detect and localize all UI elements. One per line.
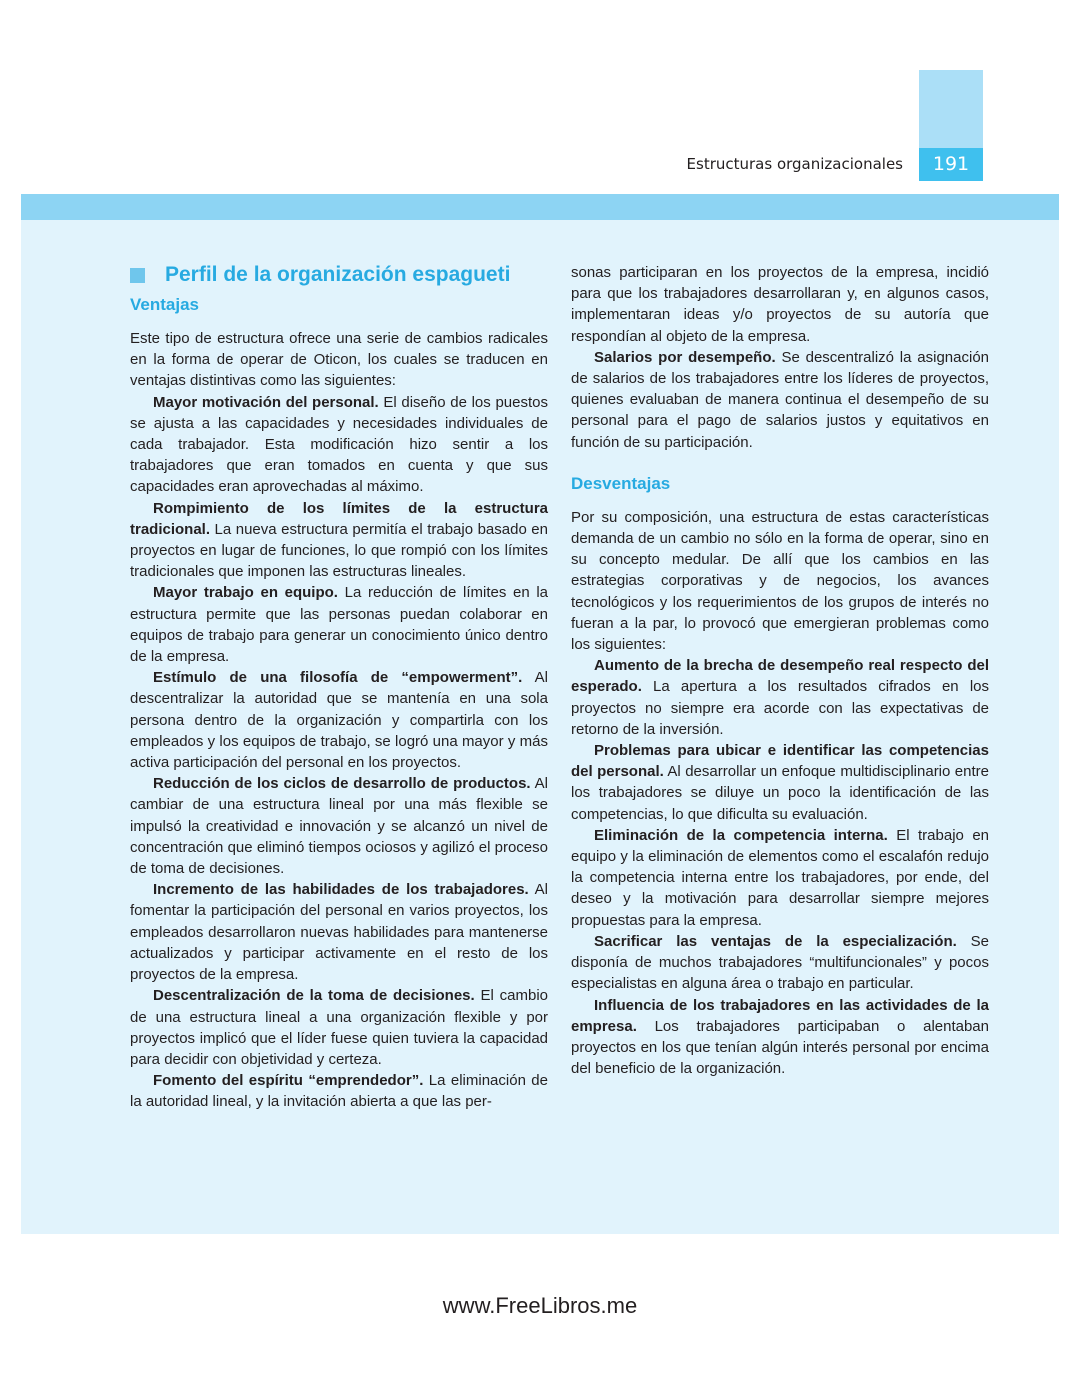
paragraph-lead: Reducción de los ciclos de desarrollo de productos. <box>153 775 531 793</box>
paragraph-lead: Eliminación de la competencia interna. <box>594 826 888 844</box>
paragraph-lead: Fomento del espíritu “emprendedor”. <box>153 1072 424 1090</box>
list-paragraph <box>130 667 548 773</box>
list-paragraph <box>130 582 548 667</box>
page-number: 191 <box>919 148 983 181</box>
list-paragraph <box>571 931 989 995</box>
paragraph-body: Se descentralizó la asignación de salarios de los trabajadores entre los líderes de proyectos, quienes evaluaban de manera continua el desempeño de su personal para el pago de salarios justos y equitativos en función de su participación. <box>571 348 990 451</box>
paragraph-body: La apertura a los resultados cifrados en los proyectos no siempre era acorde con las expectativas de retorno de la inversión. <box>571 678 989 738</box>
paragraph-lead: Sacrificar las ventajas de la especialización. <box>594 932 957 950</box>
paragraph-lead: Influencia de los trabajadores en las actividades de la empresa. <box>571 996 989 1035</box>
list-paragraph <box>571 995 989 1080</box>
running-title: Estructuras organizacionales <box>686 155 903 173</box>
watermark-link[interactable]: www.FreeLibros.me <box>442 1293 638 1318</box>
list-paragraph <box>130 879 548 985</box>
paragraph-lead: Mayor motivación del personal. <box>153 393 379 411</box>
section-title-text: Perfil de la organización espagueti <box>165 263 511 286</box>
paragraph-body: Al cambiar de una estructura lineal por una más flexible se impulsó la creatividad e innovación y se alcanzó un nivel de concentración que eliminó tiempos ociosos y agilizó el proceso de toma de decisiones. <box>130 775 548 878</box>
list-paragraph <box>571 740 989 825</box>
paragraph-body: Los trabajadores participaban o alentaban proyectos en los que tenían algún interés personal por encima del beneficio de la organización. <box>571 1017 989 1078</box>
paragraph-lead: Mayor trabajo en equipo. <box>153 584 338 602</box>
paragraph-lead: Rompimiento de los límites de la estructura tradicional. <box>130 499 548 538</box>
ventajas-heading: Ventajas <box>130 295 199 314</box>
paragraph-body: La eliminación de la autoridad lineal, y la invitación abierta a que las per- <box>130 1072 548 1111</box>
paragraph-lead: Problemas para ubicar e identificar las competencias del personal. <box>571 742 989 781</box>
paragraph-body: La reducción de límites en la estructura permite que las personas puedan colaborar en equipos de trabajo para generar un conocimiento único dentro de la empresa. <box>130 584 548 666</box>
list-paragraph <box>130 1070 548 1112</box>
paragraph-body: El trabajo en equipo y la eliminación de elementos como el escalafón redujo la competencia interna entre los trabajadores, por ende, del deseo y la motivación para desarrollar siempre mejores propuestas para la empresa. <box>571 826 989 929</box>
paragraph-body: Al fomentar la participación del personal en varios proyectos, los empleados desarrollaron nuevas habilidades para mantenerse actualizados y participar activamente en el resto de los proyectos de la empresa. <box>130 881 548 984</box>
list-paragraph <box>130 773 548 879</box>
right-column <box>571 262 989 1079</box>
paragraph-lead: Aumento de la brecha de desempeño real respecto del esperado. <box>571 657 989 696</box>
paragraph-lead: Incremento de las habilidades de los trabajadores. <box>153 881 529 899</box>
paragraph-body: La nueva estructura permitía el trabajo basado en proyectos en lugar de funciones, lo que rompió con los límites tradicionales que imponen las estructuras lineales. <box>130 520 548 581</box>
paragraph-body: El cambio de una estructura lineal a una organización flexible y por proyectos implicó que el líder fuese quien tuviera la capacidad para decidir con objetividad y certeza. <box>130 987 549 1068</box>
paragraph-lead: Salarios por desempeño. <box>594 348 776 366</box>
desventajas-intro: Por su composición, una estructura de estas características demanda de un cambio no sólo en la forma de operar, sino en su concepto medular. De allí que los cambios en las estrategias corporativas y de negocios, los avances tecnológicos y los requerimientos de los grupos de interés no fueran a la par, lo provocó que emergieran problemas como los siguientes: <box>571 508 989 654</box>
list-paragraph <box>571 347 989 453</box>
ventajas-continued: sonas participaran en los proyectos de la empresa, incidió para que los trabajadores desarrollaran y, en algunos casos, implementaran ideas y/o proyectos de su autoría que respondían al objeto de la empresa. <box>571 264 989 345</box>
paragraph-body: El diseño de los puestos se ajusta a las capacidades y necesidades individuales de cada trabajador. Esta modificación hizo sentir a los trabajadores que eran tomados en cuenta y que sus capacidades eran aprovechadas al máximo. <box>130 393 548 496</box>
header-band <box>21 194 1059 220</box>
paragraph-lead: Descentralización de la toma de decisiones. <box>153 987 475 1005</box>
list-paragraph <box>130 985 548 1070</box>
list-paragraph <box>130 498 548 583</box>
square-bullet-icon <box>130 268 145 283</box>
desventajas-heading: Desventajas <box>571 473 671 493</box>
left-column <box>130 262 548 1113</box>
list-paragraph <box>130 392 548 498</box>
list-paragraph <box>571 825 989 931</box>
paragraph-body: Se disponía de muchos trabajadores “multifuncionales” y pocos especialistas en alguna área o trabajo en particular. <box>571 932 990 993</box>
paragraph-body: Al descentralizar la autoridad que se mantenía en una sola persona dentro de la organización y compartirla con los empleados y los equipos de trabajo, se logró una mayor y más activa participación del personal en los proyectos. <box>130 669 548 772</box>
page-tab-decoration <box>919 70 983 148</box>
paragraph-body: Al desarrollar un enfoque multidisciplinario entre los trabajadores se diluye un poco la identificación de las competencias, lo que dificulta su evaluación. <box>571 763 989 823</box>
section-title <box>130 262 548 288</box>
paragraph-lead: Estímulo de una filosofía de “empowerment”. <box>153 669 523 687</box>
list-paragraph <box>571 655 989 740</box>
ventajas-intro: Este tipo de estructura ofrece una serie de cambios radicales en la forma de operar de Oticon, los cuales se traducen en ventajas distintivas como las siguientes: <box>130 330 548 390</box>
